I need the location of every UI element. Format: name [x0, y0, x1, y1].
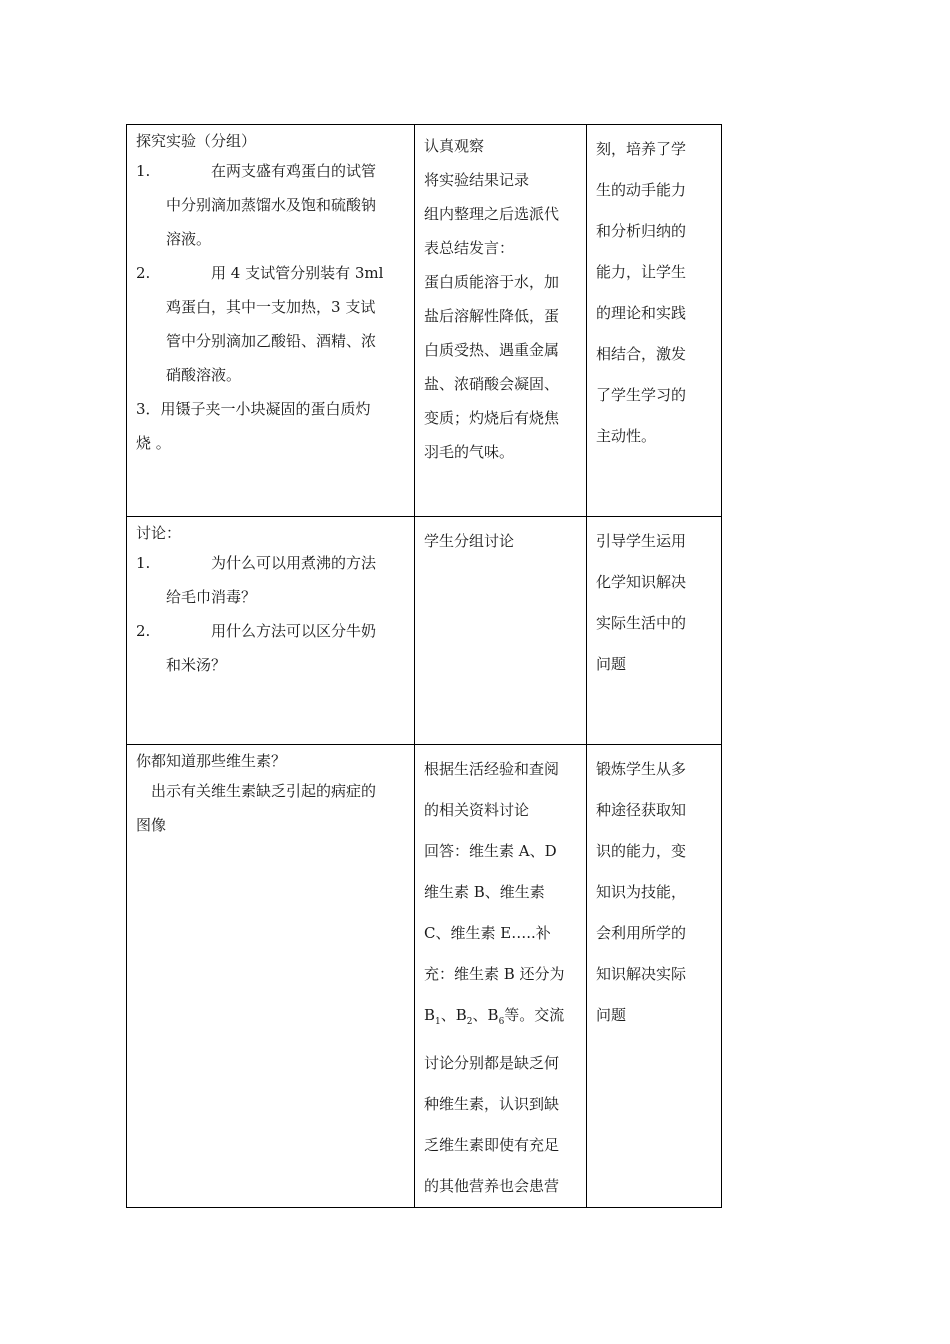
teacher-activity-cell	[127, 125, 415, 517]
list-item-text: 烧 。	[136, 434, 171, 452]
cell-text: 回答：维生素 A、D	[424, 842, 557, 860]
list-item-text: 鸡蛋白，其中一支加热，3 支试	[166, 298, 376, 316]
cell-text: 刻，培养了学	[596, 140, 687, 158]
table-row	[127, 125, 722, 517]
cell-text: 种维生素，认识到缺	[424, 1095, 560, 1113]
cell-text: 学生分组讨论	[424, 532, 515, 550]
cell-text: 识的能力，变	[596, 842, 687, 860]
list-item: 2. 用 4 支试管分别装有 3ml	[136, 264, 384, 282]
cell-text: 出示有关维生素缺乏引起的病症的	[151, 782, 377, 800]
cell-text: 将实验结果记录	[424, 171, 530, 189]
cell-text: 乏维生素即使有充足	[424, 1136, 560, 1154]
cell-text: 你都知道那些维生素？	[136, 752, 287, 770]
table-row	[127, 517, 722, 745]
section-heading: 探究实验（分组）	[136, 132, 257, 150]
cell-text: 图像	[136, 816, 167, 834]
cell-text: 白质受热、遇重金属	[424, 341, 560, 359]
lesson-plan-table	[126, 124, 722, 1208]
list-item-text: 中分别滴加蒸馏水及饱和硫酸钠	[166, 196, 377, 214]
cell-text: 相结合，激发	[596, 345, 687, 363]
cell-text: 种途径获取知	[596, 801, 687, 819]
design-intent-cell	[587, 745, 722, 1208]
cell-text: 维生素 B、维生素	[424, 883, 545, 901]
list-item: 3．用镊子夹一小块凝固的蛋白质灼	[136, 400, 371, 418]
cell-text: 了学生学习的	[596, 386, 687, 404]
list-item-text: 溶液。	[166, 230, 212, 248]
cell-text: 实际生活中的	[596, 614, 687, 632]
teacher-activity-cell	[127, 745, 415, 1208]
cell-text: 锻炼学生从多	[596, 760, 687, 778]
cell-text: 盐、浓硝酸会凝固、	[424, 375, 560, 393]
cell-text: 和分析归纳的	[596, 222, 687, 240]
design-intent-cell	[587, 125, 722, 517]
list-item-text: 给毛巾消毒？	[166, 588, 257, 606]
cell-text: 引导学生运用	[596, 532, 687, 550]
cell-text: C、维生素 E…..补	[424, 924, 551, 942]
cell-text: 蛋白质能溶于水，加	[424, 273, 560, 291]
cell-text: 知识为技能，	[596, 883, 687, 901]
cell-text: 的其他营养也会患营	[424, 1177, 560, 1195]
student-activity-cell	[415, 517, 587, 745]
list-item-text: 和米汤？	[166, 656, 227, 674]
cell-text: 讨论分别都是缺乏何	[424, 1054, 560, 1072]
cell-text: 能力，让学生	[596, 263, 687, 281]
cell-text: 认真观察	[424, 137, 485, 155]
cell-text: 羽毛的气味。	[424, 443, 515, 461]
cell-text: 主动性。	[596, 427, 657, 445]
cell-text: 问题	[596, 655, 627, 673]
student-activity-cell	[415, 125, 587, 517]
list-item: 1. 在两支盛有鸡蛋白的试管	[136, 162, 377, 180]
cell-text: 知识解决实际	[596, 965, 687, 983]
list-item: 2. 用什么方法可以区分牛奶	[136, 622, 377, 640]
section-heading: 讨论：	[136, 524, 182, 542]
cell-text: 充：维生素 B 还分为	[424, 965, 565, 983]
vitamin-b-line: $B_1$、$B_2$、$B_6$等。交流	[424, 1006, 565, 1027]
table-row	[127, 745, 722, 1208]
design-intent-cell	[587, 517, 722, 745]
cell-text: 盐后溶解性降低，蛋	[424, 307, 560, 325]
cell-text: 的理论和实践	[596, 304, 687, 322]
cell-text: 化学知识解决	[596, 573, 687, 591]
cell-text: 表总结发言：	[424, 239, 515, 257]
list-item: 1. 为什么可以用煮沸的方法	[136, 554, 377, 572]
cell-text: 变质；灼烧后有烧焦	[424, 409, 560, 427]
cell-text: 问题	[596, 1006, 627, 1024]
student-activity-cell	[415, 745, 587, 1208]
cell-text: 的相关资料讨论	[424, 801, 530, 819]
cell-text: 会利用所学的	[596, 924, 687, 942]
cell-text: 根据生活经验和查阅	[424, 760, 560, 778]
cell-text: 生的动手能力	[596, 181, 687, 199]
list-item-text: 硝酸溶液。	[166, 366, 242, 384]
cell-text: 组内整理之后选派代	[424, 205, 560, 223]
teacher-activity-cell	[127, 517, 415, 745]
list-item-text: 管中分别滴加乙酸铅、酒精、浓	[166, 332, 377, 350]
